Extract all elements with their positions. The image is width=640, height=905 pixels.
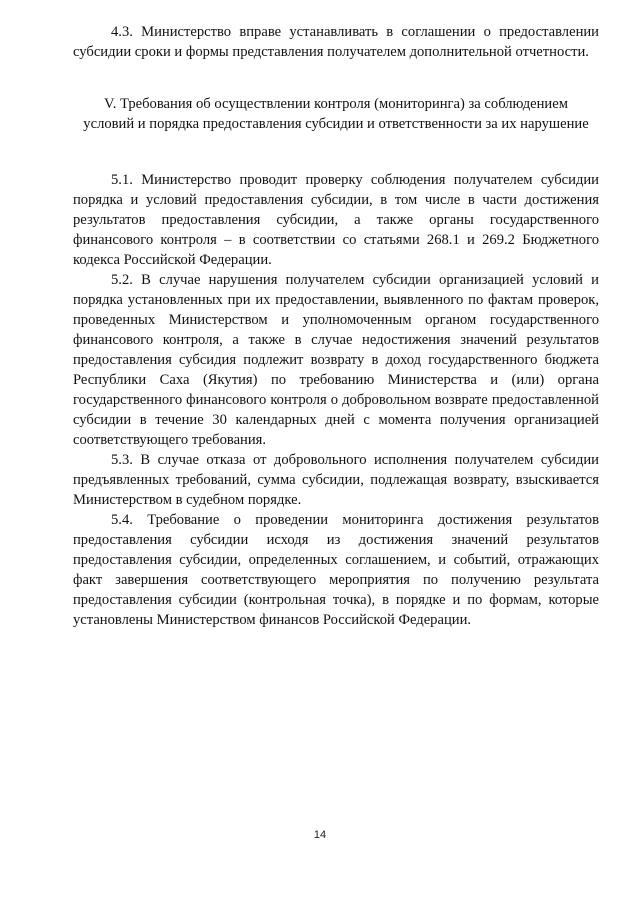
- document-body: [73, 22, 599, 630]
- paragraph-5-3: 5.3. В случае отказа от добровольного исполнения получателем субсидии предъявленных требований, сумма субсидии, подлежащая возврату, взыскивается Министерством в судебном порядке.: [73, 452, 599, 508]
- spacer: [73, 134, 599, 170]
- section-v-title-line-2: условий и порядка предоставления субсидии и ответственности за их нарушение: [83, 116, 589, 132]
- page-number: 14: [313, 829, 327, 841]
- paragraph-4-3: 4.3. Министерство вправе устанавливать в соглашении о предоставлении субсидии сроки и формы представления получателем дополнительной отчетности.: [73, 24, 599, 60]
- section-v-title: [73, 94, 599, 134]
- paragraph-5-1: 5.1. Министерство проводит проверку соблюдения получателем субсидии порядка и условий предоставления субсидии, в том числе в части достижения результатов предоставления субсидии, а также органы государственного финансового контроля – в соответствии со статьями 268.1 и 269.2 Бюджетного кодекса Российской Федерации.: [73, 172, 599, 268]
- paragraph-5-4: 5.4. Требование о проведении мониторинга достижения результатов предоставления субсидии исходя из достижения значений результатов предоставления субсидии, определенных соглашением, и событий, отражающих факт завершения соответствующего мероприятия по получению результата предоставления субсидии (контрольная точка), в порядке и по формам, которые установлены Министерством финансов Российской Федерации.: [73, 512, 599, 628]
- paragraph-5-2: 5.2. В случае нарушения получателем субсидии организацией условий и порядка установленных при их предоставлении, выявленного по фактам проверок, проведенных Министерством и уполномоченным органом государственного финансового контроля, а также в случае недостижения значений результатов предоставления субсидия подлежит возврату в доход государственного бюджета Республики Саха (Якутия) по требованию Министерства и (или) органа государственного финансового контроля о добровольном возврате предоставленной субсидии в течение 30 календарных дней с момента получения организацией соответствующего требования.: [73, 272, 599, 448]
- spacer: [73, 62, 599, 94]
- section-v-title-line-1: V. Требования об осуществлении контроля (мониторинга) за соблюдением: [104, 96, 568, 112]
